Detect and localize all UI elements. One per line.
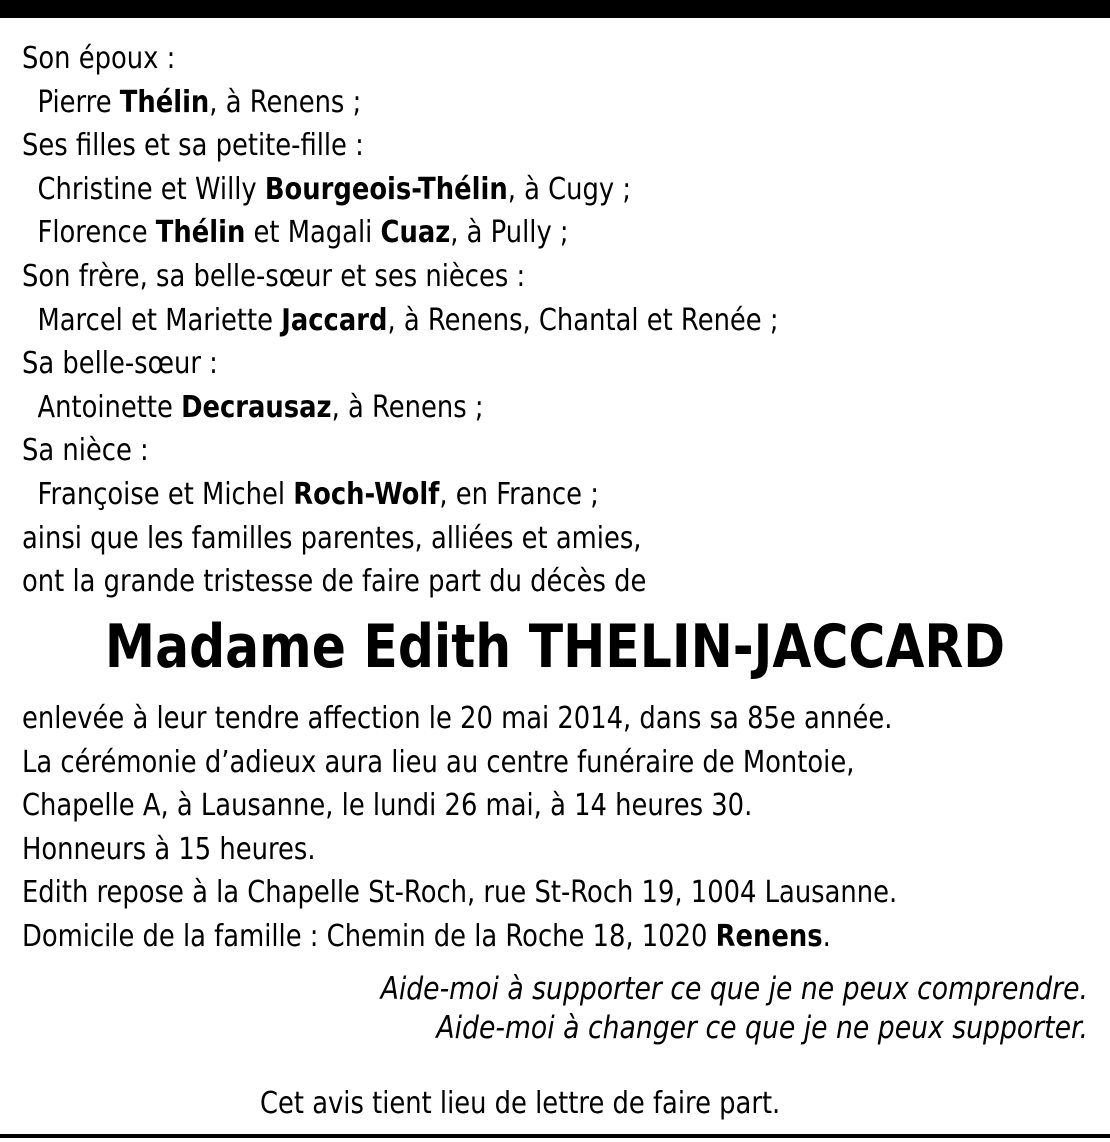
niece-heading: Sa nièce : xyxy=(22,433,149,469)
sister-in-law-entry: Antoinette Decrausaz, à Renens ; xyxy=(37,389,484,425)
detail-line: Honneurs à 15 heures. xyxy=(22,831,316,867)
bottom-border xyxy=(0,1134,1110,1138)
surname: Jaccard xyxy=(281,302,388,338)
sister-in-law-heading: Sa belle-sœur : xyxy=(22,346,218,382)
detail-line: Edith repose à la Chapelle St-Roch, rue St-Roch 19, 1004 Lausanne. xyxy=(22,875,898,911)
daughter-entry: Florence Thélin et Magali Cuaz, à Pully ; xyxy=(37,215,569,251)
surname: Cuaz xyxy=(380,215,451,251)
daughter-entry: Christine et Willy Bourgeois-Thélin, à Cugy ; xyxy=(37,171,632,207)
detail-line: Chapelle A, à Lausanne, le lundi 26 mai, à 14 heures 30. xyxy=(22,788,753,824)
brother-entry: Marcel et Mariette Jaccard, à Renens, Chantal et Renée ; xyxy=(37,302,779,338)
ceremony-details xyxy=(22,697,1092,959)
surname: Thélin xyxy=(119,84,210,120)
deceased-name: Madame Edith THELIN-JACCARD xyxy=(104,612,1006,682)
spouse-entry: Pierre Thélin, à Renens ; xyxy=(37,84,362,120)
quote-line: Aide-moi à changer ce que je ne peux supporter. xyxy=(436,1010,1088,1046)
announcement-line: ont la grande tristesse de faire part du décès de xyxy=(22,564,647,600)
domicile-line: Domicile de la famille : Chemin de la Roche 18, 1020 Renens. xyxy=(22,918,831,954)
detail-line: enlevée à leur tendre affection le 20 mai 2014, dans sa 85e année. xyxy=(22,701,893,736)
spouse-heading: Son époux : xyxy=(22,41,176,76)
other-families-line: ainsi que les familles parentes, alliées et amies, xyxy=(22,520,642,556)
surname: Roch-Wolf xyxy=(293,476,440,512)
family-list xyxy=(22,37,1092,604)
top-border xyxy=(0,0,1110,18)
footer-note: Cet avis tient lieu de lettre de faire part. xyxy=(260,1086,781,1121)
niece-entry: Françoise et Michel Roch-Wolf, en France ; xyxy=(37,476,599,512)
domicile-city: Renens xyxy=(715,918,823,954)
detail-line: La cérémonie d’adieux aura lieu au centre funéraire de Montoie, xyxy=(22,744,855,780)
quote-block xyxy=(0,970,1088,1048)
surname: Bourgeois-Thélin xyxy=(264,171,508,207)
surname: Decrausaz xyxy=(181,389,332,425)
quote-line: Aide-moi à supporter ce que je ne peux comprendre. xyxy=(380,971,1088,1007)
daughters-heading: Ses filles et sa petite-fille : xyxy=(22,128,364,164)
surname: Thélin xyxy=(155,215,246,251)
brother-heading: Son frère, sa belle-sœur et ses nièces : xyxy=(22,258,526,294)
